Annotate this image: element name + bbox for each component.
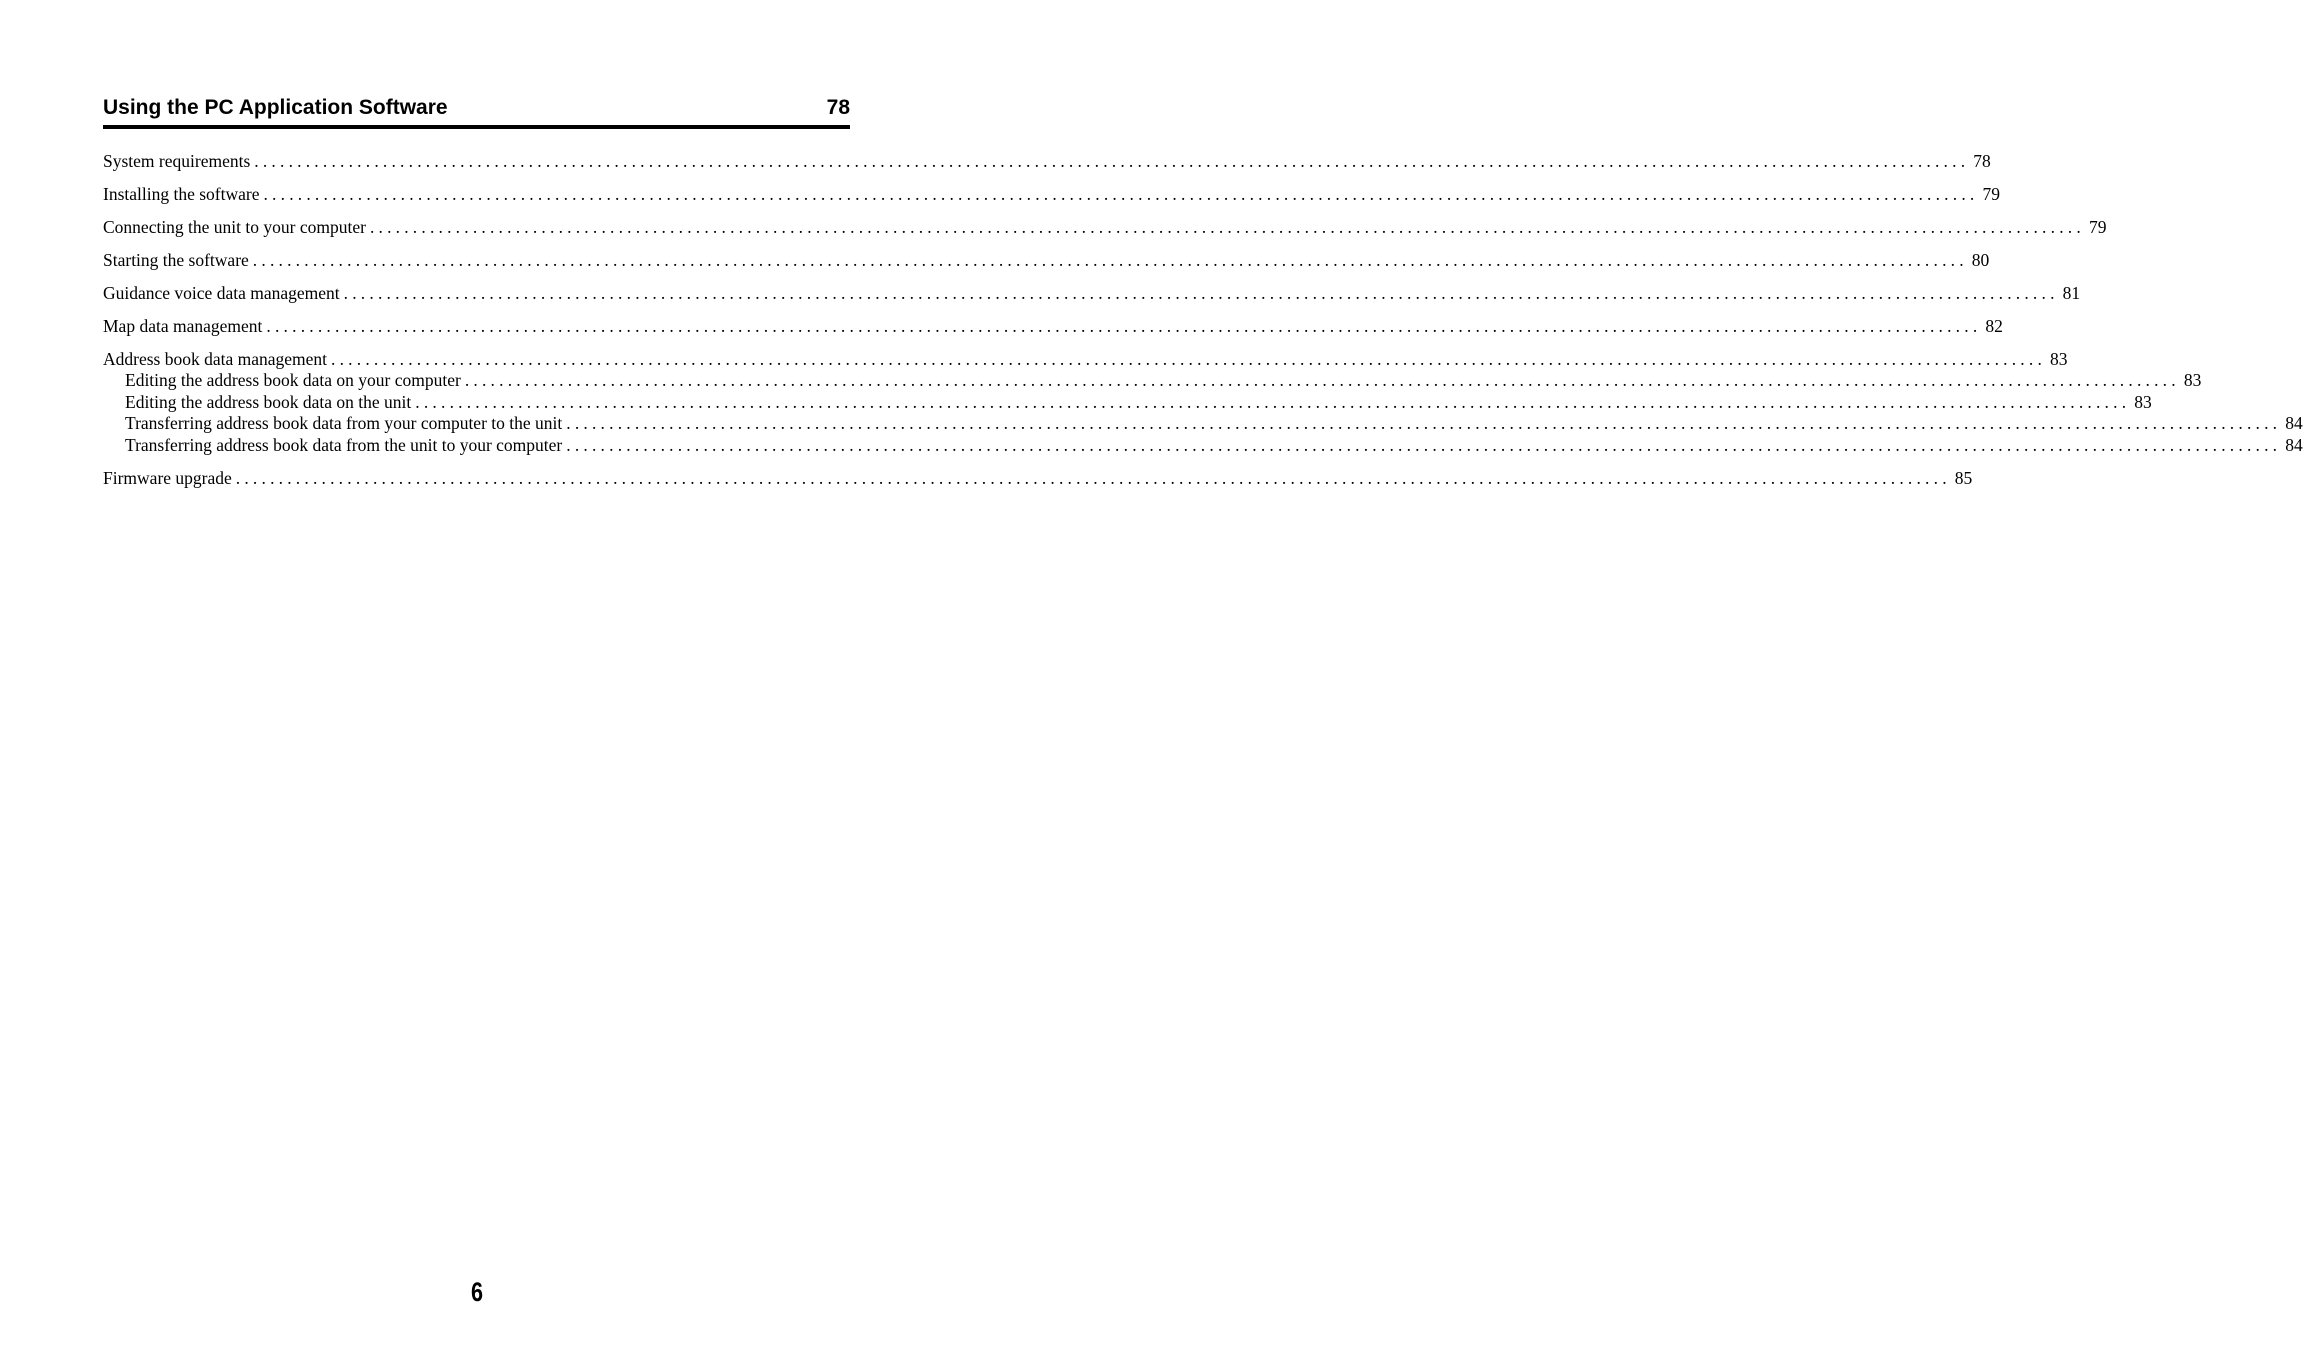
toc-group xyxy=(103,315,2003,337)
toc-group xyxy=(103,467,1973,489)
toc-dot-leader: ........................................................................................................................................................................................................ xyxy=(266,316,1982,336)
toc-entry-page: 83 xyxy=(2183,370,2202,390)
toc-entry-page: 83 xyxy=(2134,391,2152,412)
toc-dot-leader: ........................................................................................................................................................................................................ xyxy=(464,370,2180,390)
toc-dot-leader: ........................................................................................................................................................................................................ xyxy=(235,468,1951,488)
toc-entry-page: 78 xyxy=(1973,151,1991,171)
toc-entry-page: 84 xyxy=(2285,434,2303,455)
toc-subentry[interactable] xyxy=(103,434,2303,457)
toc-entry[interactable] xyxy=(103,216,2107,238)
toc-entry[interactable] xyxy=(103,183,2000,205)
toc-dot-leader: ........................................................................................................................................................................................................ xyxy=(369,217,2085,237)
toc-group xyxy=(103,150,1991,172)
toc-entry-title: Installing the software xyxy=(103,184,260,204)
toc-entry-title: Map data management xyxy=(103,316,263,336)
toc-dot-leader: ........................................................................................................................................................................................................ xyxy=(343,283,2059,303)
chapter-rule xyxy=(103,125,850,129)
toc-entry[interactable] xyxy=(103,150,1991,172)
toc-subentry[interactable] xyxy=(103,391,2152,414)
toc-entry[interactable] xyxy=(103,249,1990,271)
toc-entry-title: Transferring address book data from your computer to the unit xyxy=(125,413,563,433)
toc-dot-leader: ........................................................................................................................................................................................................ xyxy=(566,413,2282,433)
toc-entry-page: 84 xyxy=(2285,413,2303,433)
toc-entry[interactable] xyxy=(103,348,2068,370)
toc-entry-page: 79 xyxy=(2088,217,2107,237)
table-of-contents xyxy=(103,150,2303,500)
toc-dot-leader: ........................................................................................................................................................................................................ xyxy=(566,434,2282,455)
toc-dot-leader: ........................................................................................................................................................................................................ xyxy=(254,151,1970,171)
chapter-header xyxy=(103,94,850,122)
toc-entry[interactable] xyxy=(103,315,2003,337)
toc-entry-page: 82 xyxy=(1985,316,2003,336)
toc-subentry[interactable] xyxy=(103,370,2202,392)
toc-dot-leader: ........................................................................................................................................................................................................ xyxy=(263,184,1979,204)
toc-entry-title: Connecting the unit to your computer xyxy=(103,217,366,237)
toc-entry-title: Transferring address book data from the unit to your computer xyxy=(125,434,563,455)
page-number: 6 xyxy=(470,1277,484,1307)
toc-entry-page: 79 xyxy=(1982,184,2000,204)
toc-group xyxy=(103,282,2081,304)
toc-group xyxy=(103,348,2303,456)
toc-entry-title: System requirements xyxy=(103,151,251,171)
toc-group xyxy=(103,183,2000,205)
toc-subentry[interactable] xyxy=(103,413,2303,435)
chapter-page: 78 xyxy=(826,96,850,119)
toc-group xyxy=(103,216,2107,238)
chapter-title: Using the PC Application Software xyxy=(103,96,448,119)
toc-entry-title: Address book data management xyxy=(103,349,328,369)
toc-dot-leader: ........................................................................................................................................................................................................ xyxy=(331,349,2047,369)
toc-entry-title: Starting the software xyxy=(103,250,249,270)
toc-group xyxy=(103,249,1990,271)
toc-dot-leader: ........................................................................................................................................................................................................ xyxy=(252,250,1968,270)
toc-entry-page: 85 xyxy=(1954,468,1973,488)
toc-entry-page: 80 xyxy=(1971,250,1990,270)
toc-entry[interactable] xyxy=(103,467,1973,489)
toc-dot-leader: ........................................................................................................................................................................................................ xyxy=(415,391,2131,412)
toc-entry-title: Editing the address book data on the unit xyxy=(125,391,412,412)
toc-entry-title: Firmware upgrade xyxy=(103,468,232,488)
toc-entry-title: Editing the address book data on your computer xyxy=(125,370,461,390)
toc-entry[interactable] xyxy=(103,282,2081,304)
toc-entry-page: 83 xyxy=(2050,349,2068,369)
toc-entry-page: 81 xyxy=(2062,283,2081,303)
toc-entry-title: Guidance voice data management xyxy=(103,283,340,303)
